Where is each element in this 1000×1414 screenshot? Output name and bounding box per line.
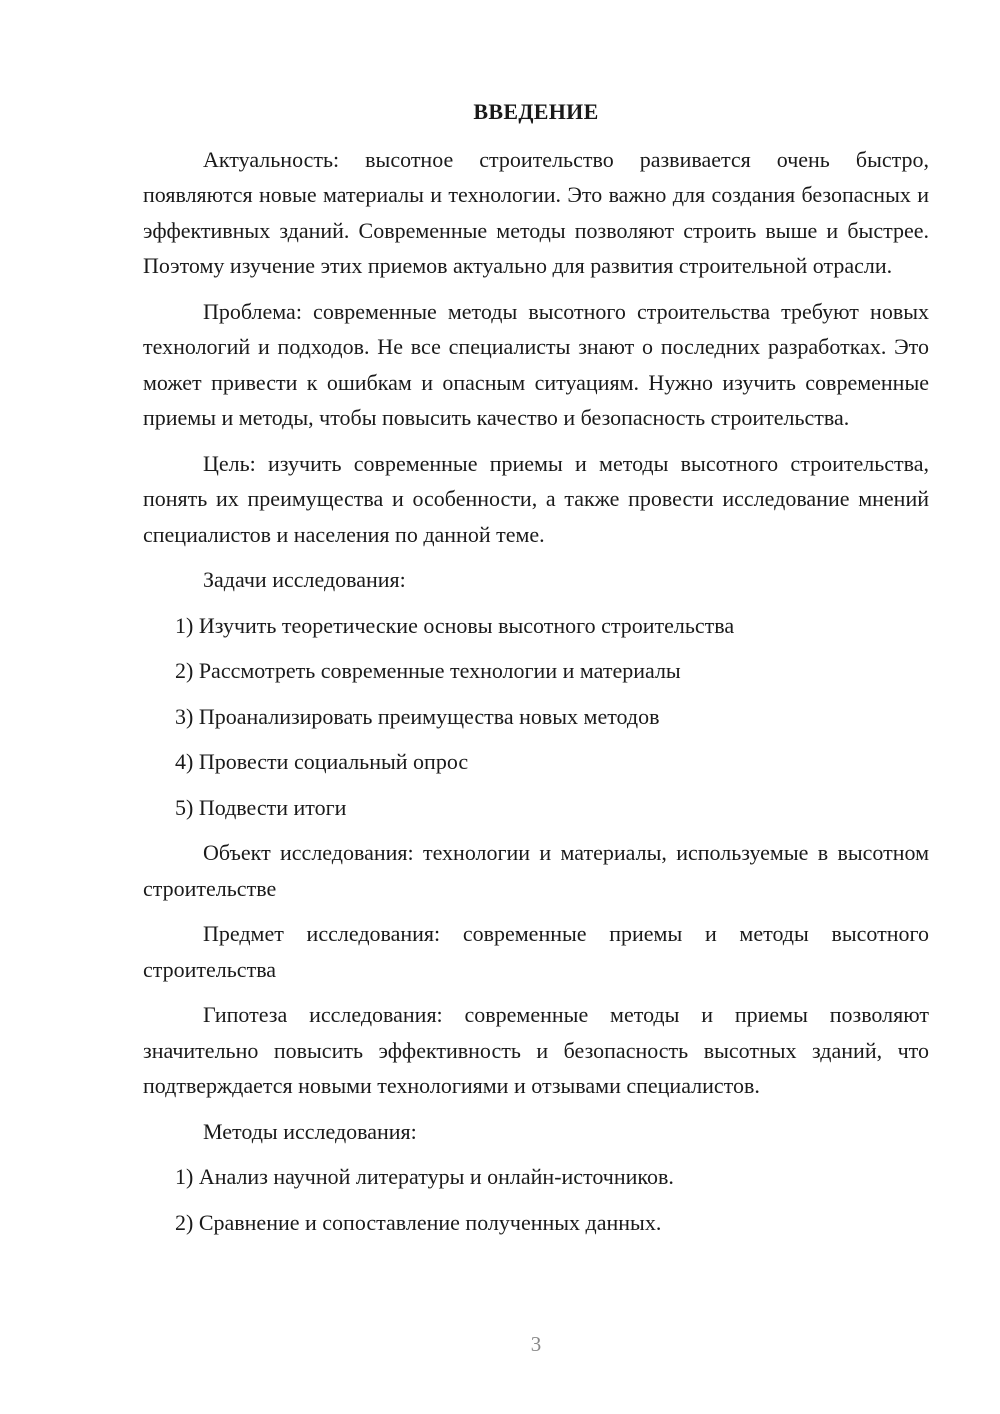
- paragraph-object: Объект исследования: технологии и материалы, используемые в высотном строительстве: [143, 840, 929, 901]
- list-item: 3) Проанализировать преимущества новых методов: [175, 703, 660, 729]
- paragraph-hypothesis: Гипотеза исследования: современные методы и приемы позволяют значительно повысить эффективность и безопасность высотных зданий, что подтверждается новыми технологиями и отзывами специалистов.: [143, 1002, 929, 1098]
- list-item: 1) Анализ научной литературы и онлайн-источников.: [175, 1164, 674, 1189]
- page-number: 3: [530, 1332, 542, 1356]
- methods-list: [143, 1159, 929, 1240]
- paragraph-problem: Проблема: современные методы высотного строительства требуют новых технологий и подходов. Не все специалисты знают о последних разработках. Это может привести к ошибкам и опасным ситуациям. Нужно изучить современные приемы и методы, чтобы повысить качество и безопасность строительства.: [143, 298, 929, 430]
- list-item: 2) Сравнение и сопоставление полученных данных.: [175, 1209, 662, 1235]
- list-item: 5) Подвести итоги: [175, 794, 347, 820]
- paragraph-subject: Предмет исследования: современные приемы и методы высотного строительства: [143, 921, 929, 982]
- page-content: [143, 94, 929, 1240]
- list-item: 2) Рассмотреть современные технологии и материалы: [175, 658, 681, 683]
- tasks-title: Задачи исследования:: [203, 567, 406, 592]
- list-item: 1) Изучить теоретические основы высотного строительства: [175, 612, 735, 638]
- methods-title: Методы исследования:: [203, 1118, 417, 1144]
- paragraph-goal: Цель: изучить современные приемы и методы высотного строительства, понять их преимущества и особенности, а также провести исследование мнений специалистов и населения по данной теме.: [143, 450, 929, 547]
- list-item: 4) Провести социальный опрос: [175, 749, 469, 774]
- paragraph-relevance: Актуальность: высотное строительство развивается очень быстро, появляются новые материалы и технологии. Это важно для создания безопасных и эффективных зданий. Современные методы позволяют строить выше и быстрее. Поэтому изучение этих приемов актуально для развития строительной отрасли.: [143, 146, 929, 278]
- section-heading: ВВЕДЕНИЕ: [473, 99, 599, 124]
- tasks-list: [143, 608, 929, 826]
